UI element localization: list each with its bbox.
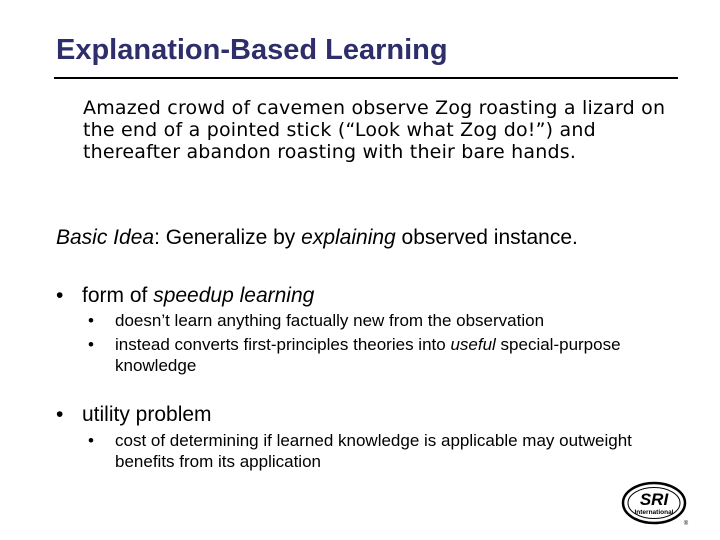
bullet-emphasis: speedup learning bbox=[153, 284, 315, 307]
sub-bullet-cost-of-determining bbox=[88, 430, 648, 472]
bullet-prefix: form of bbox=[82, 284, 154, 307]
logo-subtext: International bbox=[634, 509, 674, 516]
sub-bullet-marker: • bbox=[88, 335, 94, 354]
sub-bullet-emphasis: useful bbox=[450, 335, 496, 354]
sub-bullet-marker: • bbox=[88, 311, 94, 330]
basic-idea-rest: observed instance. bbox=[395, 226, 578, 249]
basic-idea-line bbox=[56, 226, 578, 250]
bullet-marker: • bbox=[56, 403, 64, 426]
sub-bullet-text-post: special-purpose knowledge bbox=[115, 335, 621, 375]
bullet-speedup-learning bbox=[56, 284, 314, 308]
quote-paragraph: Amazed crowd of cavemen observe Zog roasting a lizard on the end of a pointed stick (“Look what Zog do!”) and thereafter abandon roasting with their bare hands. bbox=[83, 97, 666, 163]
basic-idea-emphasis: explaining bbox=[301, 226, 396, 249]
logo-text: SRI bbox=[639, 490, 669, 509]
basic-idea-label: Basic Idea bbox=[56, 226, 155, 249]
sub-bullet-text-pre: instead converts first-principles theories into bbox=[115, 335, 451, 354]
bullet-utility-problem bbox=[56, 403, 212, 427]
sri-logo bbox=[620, 481, 692, 529]
sub-bullet-text: doesn’t learn anything factually new from the observation bbox=[115, 311, 545, 330]
basic-idea-sep: : Generalize by bbox=[154, 226, 302, 249]
bullet-marker: • bbox=[56, 284, 64, 307]
sub-bullet-text: cost of determining if learned knowledge is applicable may outweight benefits from its application bbox=[115, 431, 632, 471]
sub-bullet-marker: • bbox=[88, 431, 94, 450]
bullet-text bbox=[82, 284, 314, 308]
slide-title: Explanation-Based Learning bbox=[56, 34, 448, 66]
sub-bullet-converts-theories bbox=[88, 334, 668, 376]
registered-mark: ® bbox=[683, 521, 689, 527]
sub-bullet-no-new-facts bbox=[88, 310, 668, 331]
sub-bullet-text bbox=[115, 334, 645, 376]
bullet-text: utility problem bbox=[82, 403, 212, 426]
title-divider bbox=[54, 77, 678, 79]
